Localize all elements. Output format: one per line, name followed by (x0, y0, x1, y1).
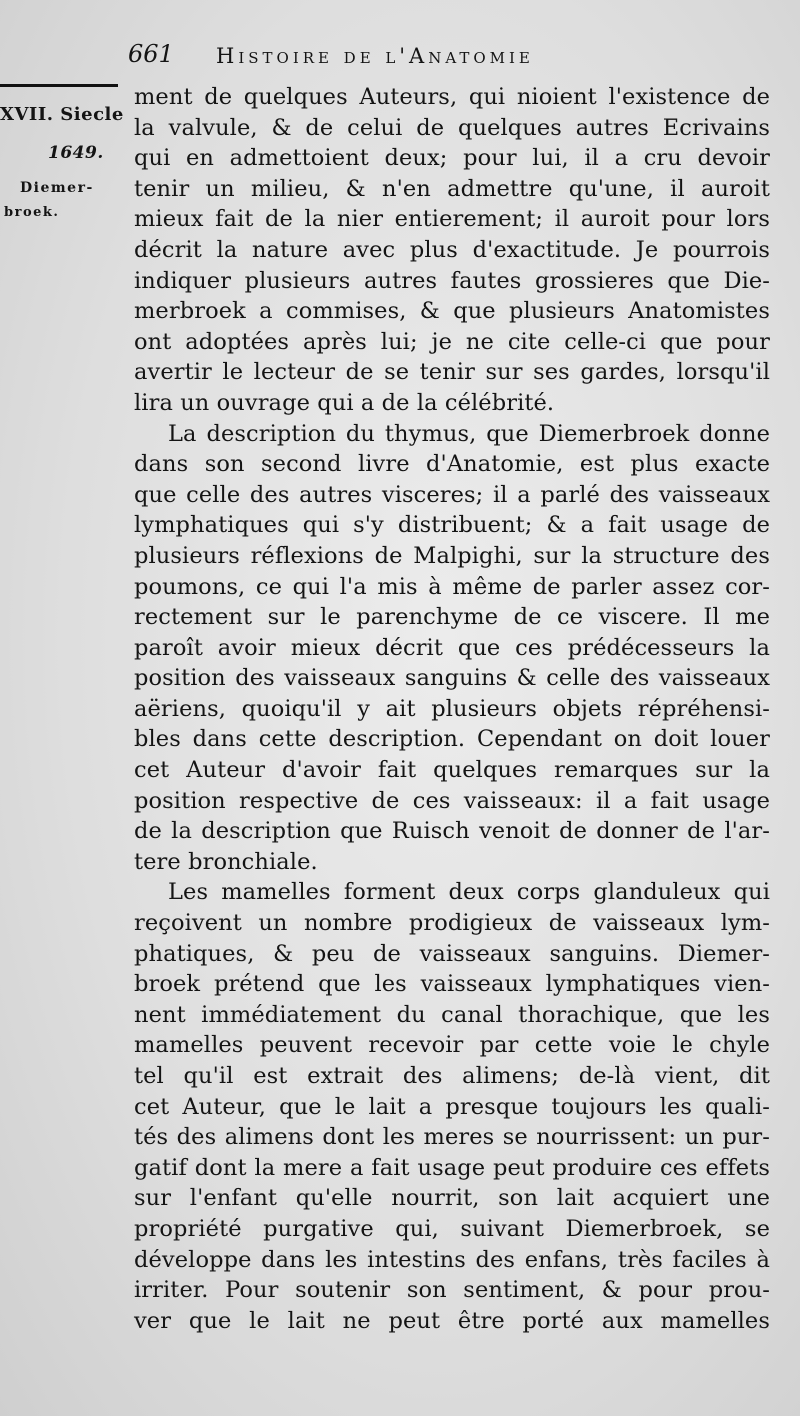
text-line: dans son second livre d'Anatomie, est plus exacte (134, 451, 770, 478)
text-line: plusieurs réflexions de Malpighi, sur la structure des (134, 542, 770, 569)
text-line: tere bronchiale. (134, 848, 318, 875)
margin-rule (0, 84, 118, 87)
text-line: ver que le lait ne peut être porté aux mamelles (134, 1307, 770, 1334)
text-line: rectement sur le parenchyme de ce viscere. Il me (134, 604, 770, 631)
text-line: que celle des autres visceres; il a parlé des vaisseaux (134, 481, 770, 508)
margin-author-line1: Diemer- (20, 180, 94, 196)
text-line: cet Auteur d'avoir fait quelques remarques sur la (134, 757, 770, 784)
text-line: broek prétend que les vaisseaux lymphatiques vien- (134, 971, 770, 998)
text-line: bles dans cette description. Cependant on doit louer (134, 726, 770, 753)
text-line: position des vaisseaux sanguins & celle des vaisseaux (134, 665, 770, 692)
text-line: ment de quelques Auteurs, qui nioient l'existence de (134, 84, 770, 110)
text-line: développe dans les intestins des enfans, très faciles à (134, 1246, 770, 1273)
text-line: sur l'enfant qu'elle nourrit, son lait acquiert une (134, 1185, 770, 1212)
text-line: cet Auteur, que le lait a presque toujours les quali- (134, 1093, 770, 1120)
paragraph-2 (134, 419, 770, 878)
text-line: tenir un milieu, & n'en admettre qu'une, il auroit (134, 175, 770, 202)
text-line: gatif dont la mere a fait usage peut produire ces effets (134, 1154, 770, 1181)
text-line: qui en admettoient deux; pour lui, il a cru devoir (134, 145, 770, 172)
text-line: de la description que Ruisch venoit de donner de l'ar- (134, 818, 770, 845)
text-line: tés des alimens dont les meres se nourrissent: un pur- (134, 1124, 770, 1151)
text-line: décrit la nature avec plus d'exactitude. Je pourrois (134, 236, 770, 263)
text-line: tel qu'il est extrait des alimens; de-là vient, dit (134, 1063, 770, 1089)
text-line: reçoivent un nombre prodigieux de vaisseaux lym- (134, 910, 770, 937)
text-line: La description du thymus, que Diemerbroek donne (168, 420, 770, 447)
text-line: lira un ouvrage qui a de la célébrité. (134, 389, 555, 416)
text-line: poumons, ce qui l'a mis à même de parler assez cor- (134, 573, 770, 600)
margin-year: 1649. (48, 143, 104, 163)
paragraph-3 (134, 877, 770, 1336)
margin-century: XVII. Siecle (0, 104, 124, 125)
text-line: Les mamelles forment deux corps glanduleux qui (168, 879, 770, 906)
text-line: indiquer plusieurs autres fautes grossieres que Die- (134, 267, 770, 294)
text-line: la valvule, & de celui de quelques autres Ecrivains (134, 114, 770, 141)
text-line: propriété purgative qui, suivant Diemerbroek, se (134, 1215, 770, 1242)
text-line: aëriens, quoiqu'il y ait plusieurs objets répréhensi- (134, 695, 770, 722)
text-line: mieux fait de la nier entierement; il auroit pour lors (134, 206, 770, 233)
text-line: ont adoptées après lui; je ne cite celle-ci que pour (134, 328, 770, 355)
text-line: nent immédiatement du canal thorachique, que les (134, 1001, 770, 1028)
text-line: irriter. Pour soutenir son sentiment, & pour prou- (134, 1277, 770, 1304)
margin-author-line2: broek. (4, 205, 60, 220)
text-line: lymphatiques qui s'y distribuent; & a fait usage de (134, 512, 770, 539)
page-header (128, 38, 768, 78)
text-line: paroît avoir mieux décrit que ces prédécesseurs la (134, 634, 770, 661)
paragraph-1 (134, 82, 770, 419)
page-number: 661 (128, 40, 174, 68)
running-title: Histoire de l'Anatomie (216, 44, 534, 68)
text-line: mamelles peuvent recevoir par cette voie le chyle (134, 1032, 770, 1059)
text-line: avertir le lecteur de se tenir sur ses gardes, lorsqu'il (134, 359, 770, 386)
body-text (134, 82, 770, 1336)
text-line: phatiques, & peu de vaisseaux sanguins. Diemer- (134, 940, 770, 967)
text-line: position respective de ces vaisseaux: il a fait usage (134, 787, 770, 814)
text-line: merbroek a commises, & que plusieurs Anatomistes (134, 298, 770, 325)
